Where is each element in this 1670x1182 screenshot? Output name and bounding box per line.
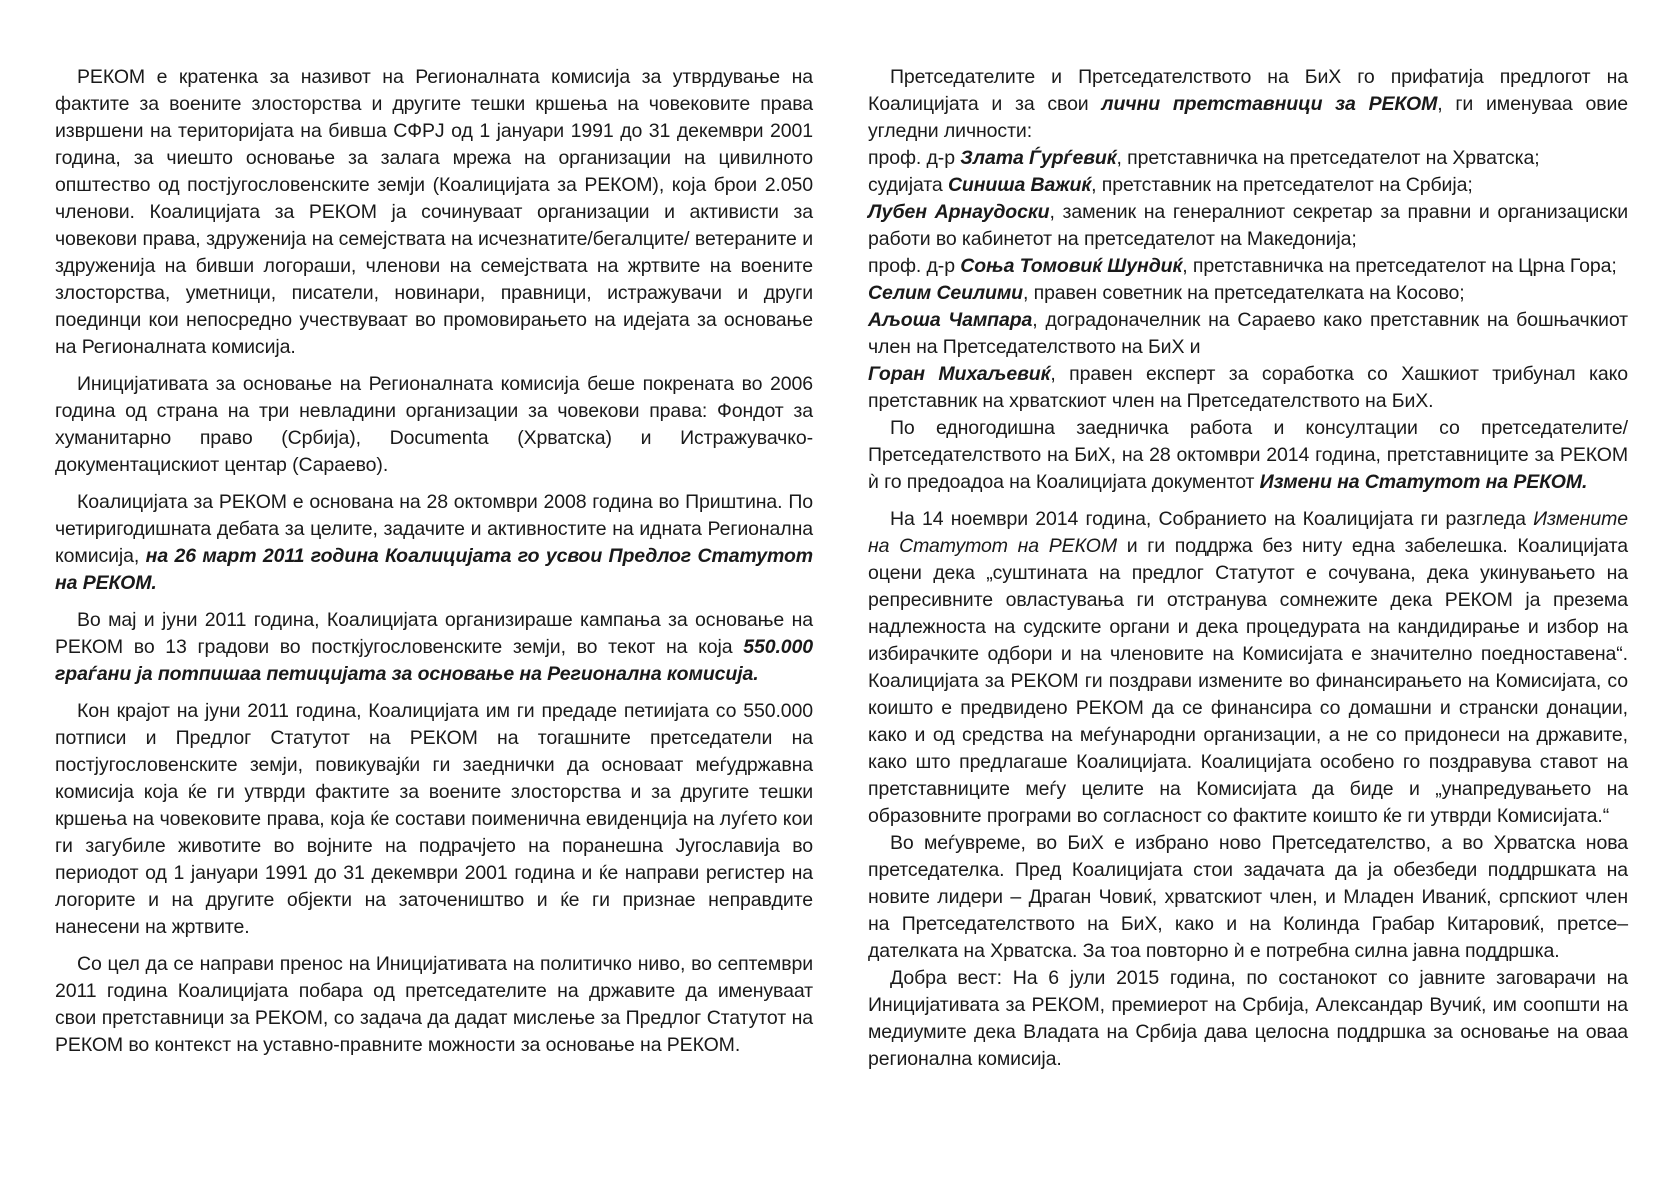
right-column (868, 64, 1628, 1073)
rep-name: Синиша Важиќ (947, 174, 1092, 196)
list-item (868, 199, 1628, 253)
rep-name: Соња Томовиќ Шундиќ (960, 255, 1183, 277)
paragraph-assembly-review (868, 506, 1628, 830)
paragraph-text: , ги именуваа овие угледни личности: (868, 93, 1629, 142)
list-item (868, 145, 1628, 172)
emphasis-text: 550.000 граѓани ја потпишаа петицијата за основање на Регионална комисија. (55, 636, 813, 685)
emphasis-text: Измените на Статутот на РЕКОМ (868, 508, 1628, 557)
paragraph-text: Во мај и јуни 2011 година, Коалицијата организираше кампања за основање на РЕКОМ во 13 градови во посткјугословенските земји, во текот на која (55, 609, 813, 658)
rep-name: Лубен Арнаудоски (868, 201, 1050, 223)
paragraph-text: На 14 ноември 2014 година, Собранието на Коалицијата ги разгледа (890, 508, 1534, 530)
paragraph-coalition-founding (55, 489, 813, 597)
rep-role: , правен експерт за соработка со Хашкиот трибунал како претставник на хрватскиот член на Претседателството на БиХ. (868, 363, 1628, 412)
paragraph-good-news: Добра вест: На 6 јули 2015 година, по состанокот со јавните заговарачи на Иницијативата за РЕКОМ, премиерот на Србија, Александар Вучиќ, им соопшти на медиумите дека Владата на Србија дава целосна поддршка за основање на оваа регионална комисија. (868, 967, 1628, 1070)
emphasis-text: лични претставници за РЕКОМ (1101, 93, 1438, 115)
paragraph-rekom-definition: РЕКОМ е кратенка за називот на Регионалната комисија за утврдување на фактите за воените злосторства и другите тешки кршења на човековите права извршени на територијата на бивша СФРЈ од 1 јануари 1991 до 31 декември 2001 година, за чиешто основање за залага мрежа на организации на цивилното општество од постјугословенските земји (Коалицијата за РЕКОМ), која брои 2.050 членови. Коалицијата за РЕКОМ ја сочинуваат организации и активисти за човекови права, здруженија на семејствата на исчезнатите/бегалците/ ветераните и здруженија на бивши логораши, членови на семејствата на жртвите на воените злосторства, уметници, писатели, новинари, правници, истражувачи и други поединци кои непосредно учествуваат во промовирањето на идејата за основање на Регионалната комисија. (55, 66, 813, 358)
paragraph-statute-amendments (868, 415, 1628, 496)
paragraph-campaign (55, 607, 813, 688)
list-item (868, 280, 1628, 307)
paragraph-presidents-accept (868, 64, 1628, 145)
list-item (868, 307, 1628, 361)
rep-role: , претставник на претседателот на Србија; (1091, 174, 1473, 196)
list-item (868, 253, 1628, 280)
paragraph-petition-handover: Кон крајот на јуни 2011 година, Коалицијата им ги предаде петиијата со 550.000 потписи и Предлог Статутот на РЕКОМ на тогашните претседатели на постјугословенските земји, повикувајќи ги заеднички да основаат меѓудржавна комисија која ќе ги утврди фактите за воените злосторства и за другите тешки кршења на човековите права, која ќе состави поименична евиденција на луѓето кои ги загубиле животите во војните на подрачјето на поранешна Југославија во периодот од 1 јануари 1991 до 31 декември 2001 година и ќе направи регистер на логорите и на другите објекти на заточеништво и ќе ги признае неправдите нанесени на жртвите. (55, 700, 813, 938)
rep-role: , претставничка на претседателот на Хрватска; (1116, 147, 1540, 169)
paragraph-text: По едногодишна заедничка работа и консултации со претседателите/ Претседателството на БиХ, на 28 октомври 2014 година, претставниците за РЕКОМ ѝ го предоадоа на Коалицијата документот (868, 417, 1628, 493)
paragraph-text: и ги поддржа без ниту една забелешка. Коалицијата оцени дека „суштината на предлог Статутот е сочувана, дека укинувањето на репресивните овластувања ги отстранува сомнежите дека РЕКОМ ја презема надлежноста на судските органи и дека процедурата на кандидирање и избор на избирачките одбори и на членовите на Комисијата е значително поедноставена“. Коалицијата за РЕКОМ ги поздрави измените во финансирањето на Комисијата, со коишто е предвидено РЕКОМ да се финансира со домашни и странски донации, како и од средства на меѓународни организации, а не со придонеси на државите, како што предлагаше Коалицијата. Коалицијата особено го поздравува ставот на претставниците меѓу целите на Комисијата да биде и „унапредувањето на образовните програми во согласност со фактите коишто ќе ги утврди Комисијата.“ (868, 535, 1628, 827)
list-item (868, 172, 1628, 199)
rep-name: Злата Ѓурѓевиќ (960, 147, 1117, 169)
emphasis-text: Измени на Статутот на РЕКОМ. (1259, 471, 1588, 493)
paragraph-text: Коалицијата за РЕКОМ е основана на 28 октомври 2008 година во Приштина. По четиригодишната дебата за целите, задачите и активностите на идната Регионална комисија, (55, 491, 813, 567)
emphasis-text: на 26 март 2011 година Коалицијата го усвои Предлог Статутот на РЕКОМ. (55, 545, 813, 594)
rep-prefix: судијата (868, 174, 948, 196)
representatives-list (868, 145, 1628, 415)
list-item (868, 361, 1628, 415)
left-column (55, 64, 813, 1069)
rep-name: Селим Сеилими (868, 282, 1023, 304)
paragraph-political-level: Со цел да се направи пренос на Иницијативата на политичко ниво, во септември 2011 година Коалицијата побара од претседателите на државите да именуваат свои претставници за РЕКОМ, со задача да дадат мислење за Предлог Статутот на РЕКОМ во контекст на уставно-правните можности за основање на РЕКОМ. (55, 953, 813, 1056)
rep-name: Горан Михаљевиќ (868, 363, 1051, 385)
rep-role: , правен советник на претседателката на Косово; (1022, 282, 1465, 304)
rep-prefix: проф. д-р (868, 147, 961, 169)
rep-name: Аљоша Чампара (868, 309, 1033, 331)
rep-role: , заменик на генералниот секретар за правни и организациски работи во кабинетот на претседателот на Македонија; (868, 201, 1629, 250)
rep-role: , претставничка на претседателот на Црна Гора; (1182, 255, 1617, 277)
rep-role: , доградоначелник на Сараево како претставник на бошњачкиот член на Претседателството на БиХ и (868, 309, 1628, 358)
paragraph-initiative-origin: Иницијативата за основање на Регионалната комисија беше покрената во 2006 година од страна на три невладини организации за човекови права: Фондот за хуманитарно право (Србија), Documenta (Хрватска) и Истражувачко-документацискиот центар (Сараево). (55, 373, 813, 476)
paragraph-new-presidency: Во меѓувреме, во БиХ е избрано ново Претседателство, а во Хрватска нова претседателка. Пред Коалицијата стои задачата да ја обезбеди поддршката на новите лидери – Драган Човиќ, хрватскиот член, и Младен Иваниќ, српскиот член на Претседателството на БиХ, како и на Колинда Грабар Китаровиќ, претсе–дателката на Хрватска. За тоа повторно ѝ е потребна силна јавна поддршка. (868, 832, 1628, 962)
paragraph-text: Претседателите и Претседателството на БиХ го прифатија предлогот на Коалицијата и за свои (868, 66, 1628, 115)
rep-prefix: проф. д-р (868, 255, 961, 277)
